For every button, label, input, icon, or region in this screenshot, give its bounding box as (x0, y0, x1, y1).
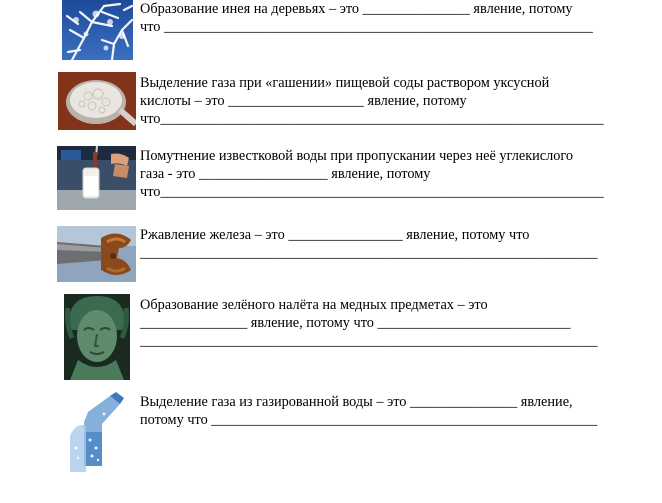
sparkling-water-bottle-photo (68, 392, 125, 474)
question-line: что ____________________________________________________________ (140, 19, 593, 35)
rusty-wrench-photo (57, 226, 136, 282)
question-line: ________________________________________________________________ (140, 333, 598, 349)
question-line: газа - это __________________ явление, потому (140, 166, 431, 182)
question-line: Выделение газа из газированной воды – это _______________ явление, (140, 394, 573, 410)
green-patina-bronze-statue-photo (64, 294, 130, 380)
question-rust (140, 226, 610, 262)
question-line: Выделение газа при «гашении» пищевой соды раствором уксусной (140, 75, 550, 91)
question-baking-soda (140, 74, 610, 128)
question-line: Образование инея на деревьях – это _______________ явление, потому (140, 1, 573, 17)
question-line: ________________________________________________________________ (140, 245, 598, 261)
baking-soda-in-spoon-photo (58, 72, 136, 130)
question-limewater (140, 147, 610, 201)
question-sparkling-water (140, 393, 610, 429)
question-patina (140, 296, 610, 350)
question-line: кислоты – это ___________________ явление, потому (140, 93, 467, 109)
question-frost (140, 0, 610, 36)
question-line: _______________ явление, потому что ___________________________ (140, 315, 571, 331)
question-line: Образование зелёного налёта на медных предметах – это (140, 297, 488, 313)
question-line: Помутнение известковой воды при пропускании через неё углекислого (140, 148, 574, 164)
question-line: Ржавление железа – это ________________ явление, потому что (140, 227, 530, 243)
frost-tree-branches-photo (62, 0, 133, 60)
question-line: потому что ______________________________________________________ (140, 412, 598, 428)
limewater-test-tube-photo (57, 146, 136, 210)
question-line: что______________________________________________________________ (140, 184, 604, 200)
question-line: что______________________________________________________________ (140, 111, 604, 127)
